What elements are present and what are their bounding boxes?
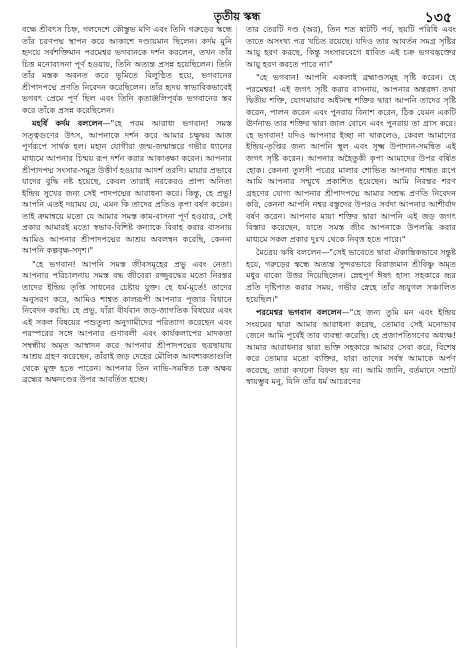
page-number: ১৩৫ [424,10,452,26]
right-column [246,24,456,652]
left-column [22,24,232,652]
speaker-label: পরমেশ্বর ভগবান বললেন [256,307,342,318]
paragraph: "হে ভগবান! আপনি সমস্ত জীবসমূহের প্রভু এবং নেতা। আপনার পরিচালনায় সমস্ত বদ্ধ জীবেরা রজ্জুবদ্ধের মতো নিরন্তর তাদের ইন্দ্রিয় তৃপ্তি সাধনের চেষ্টায় যুক্ত। হে ধর্ম-মূর্তে! তাদের অনুসরণ করে, আমিও শাশ্বত কালরূপী আপনার পূজার বিধানে নিবেদন করছি। হে প্রভু, যাঁরা বীর্যবান জড়-জাগতিক বিষয়ের এবং এই সকল বিষয়ের পশুতুল্য অনুগামীদের পরিত্যাগ করেছেন এবং পরস্পরের সঙ্গে আপনার গুণাবলী এবং কার্যকলাপের মাদকতা সম্বন্ধীয় অমৃত আস্বাদন করে আপনার শ্রীপাদপদ্মের ছত্রছায়ায় আশ্রয় গ্রহণ করেছেন, তাঁরাই জড় দেহের মৌলিক আবশ্যকতাগুলি থেকে মুক্ত হতে পারেন। আপনার তিন নাভি-সমন্বিত চক্র অক্ষয় ব্রহ্মের অক্ষদণ্ডের উপর আবর্তিত হচ্ছে। [22,258,232,385]
column-divider [236,26,237,648]
paragraph: তার তেরটি দণ্ড (অর), তিন শত ষাটটি পর্ব, ছয়টি পরিধি এবং তাতে অসংখ্য পত্র খচিত রয়েছে। যদিও তার আবর্তন সমগ্র সৃষ্টির আয়ু হরণ করছে, কিন্তু সংসারবেগে ধাবিত এই চক্র ভগবদ্ভক্তের আয়ু হরণ করতে পারে না।" [246,24,456,69]
paragraph-text: —"হে জন্য তুমি মন এবং ইন্দ্রিয় সংযমের দ্বারা আমার আরাধনা করেছ, তোমার সেই মনোভাব জেনে আমি পূর্বেই তার ব্যবস্থা করেছি। হে প্রজাপতিগণের অধ্যক্ষ! আমার আরাধনার দ্বারা ভক্তি সহকারে আমার সেবা করে, বিশেষ করে তোমার মতো ব্যক্তির, যারা তাদের সর্বস্ব আমাকে অর্পণ করেছে, তারা কখনো বিফল হয় না। আমি জানি, বর্তমানে সম্রাট স্বায়ম্ভুব মনু, যিনি তাঁর ধর্ম আচরণের [246,307,456,387]
paragraph [246,307,456,388]
paragraph-text: —"হে পরম আরাধ্য ভগবান! সমস্ত সত্ত্বগুণের উৎস, আপনাকে দর্শন করে আমার চক্ষুদ্বয় আজ পূর্ণরূপে সার্থক হল। মহান যোগীরা জন্ম-জন্মান্তরে গভীর ধ্যানের মাধ্যমে আপনার চিন্ময় রূপ দর্শন করার আকাঙ্ক্ষা করেন। আপনার শ্রীপাদপদ্ম সংসার-সমুদ্র উত্তীর্ণ হওয়ার আদর্শ তরণি। মায়ার প্রভাবে যাদের বুদ্ধি নষ্ট হয়েছে, কেবল তারাই নরকেরও প্রাপ্য অনিত্য ইন্দ্রিয় সুখের জন্য সেই পাদপদ্মের আরাধনা করে। কিন্তু, হে প্রভু! আপনি এতই দয়াময় যে, এমন কি তাদের প্রতিও কৃপা বর্ষণ করেন। তাই ক্রমান্বয়ে মতো যে আমার সমস্ত কাম-বাসনা পূর্ণ হওয়ার, সেই প্রকার আমারই মতো স্বভাব-বিশিষ্ট কন্যাকে বিবাহ করার বাসনায় আমিও আপনার শ্রীপাদপদ্মের আশ্রয় অবলম্বন করেছি, কেননা আপনি কল্পবৃক্ষ-সদৃশ।" [22,118,232,256]
running-title: তৃতীয় স্কন্ধ [213,10,261,23]
paragraph [22,118,232,257]
speaker-label: মহর্ষি কর্দম বললেন [32,118,103,129]
paragraph: "হে ভগবান! আপনি একলাই ব্রহ্মাণ্ডসমূহ সৃষ্টি করেন। হে পরমেশ্বর! এই জগৎ সৃষ্টি করার বাসনায়, আপনার অন্তরঙ্গা তথা দ্বিতীয় শক্তি, যোগমায়ার অধীনস্থ শক্তির দ্বারা আপনি তাদের সৃষ্টি করেন, পালন করেন এবং পুনরায় বিনাশ করেন, ঠিক যেমন একটি ঊর্ণনাভ তার শক্তির দ্বারা জাল বোনে এবং পুনরায় তা গ্রাস করে। হে ভগবান! যদিও আপনার ইচ্ছা না থাকলেও, কেবল আমাদের ইন্দ্রিয়-তৃপ্তির জন্য আপনি স্থূল এবং সূক্ষ্ম উপাদান-সমন্বিত এই জগৎ সৃষ্টি করেন। আপনার অহৈতুকী কৃপা আমাদের উপর বর্ষিত হোক। কেননা তুলসী পত্রের মালার শোভিত আপনার শাশ্বত রূপে আমি আপনার সম্মুখে প্রকাশিত হয়েছেন। আমি নিরন্তর শরণ গ্রহণের যোগ্য আপনার শ্রীপাদপদ্মে আমার সশ্রদ্ধ প্রণতি নিবেদন করি, কেননা আপনি নশ্বর বস্তুদের উপরও সর্বদা আপনার আশীর্বাদ বর্ষণ করেন। আপনার মায়া শক্তির দ্বারা আপনি এই জড় জগৎ বিস্তার করেছেন, যাতে সমস্ত জীব আপনাকে উপলব্ধি করার মাধ্যমে সকল প্রকার দুঃখ থেকে নিবৃত্ত হতে পারে।" [246,72,456,244]
paragraph: মৈত্রেয় ঋষি বললেন—"সেই ভাবেতে দ্বারা ঐকান্তিকভাবে সন্তুষ্ট হয়ে, গরুড়ের স্কন্ধে অত্যন্ত সুন্দরভাবে বিরাজমান শ্রীবিষ্ণু অমৃত মধুর বাক্যে উত্তর দিয়েছিলেন। স্নেহপূর্ণ ঈষৎ হাস্য সহকারে ভ্রূর প্রতি দৃষ্টিপাত করার সময়, গভীর স্নেহে তাঁর ভ্রূযুগল সঞ্চালিত হয়েছিল।" [246,247,456,304]
paragraph: বক্ষে শ্রীবৎস চিহ্ন, গলদেশে কৌস্তুভ মণি এবং তিনি গরুড়ের স্কন্ধে তাঁর চরণপদ্ম স্থাপন করে আকাশে দণ্ডায়মান ছিলেন। কর্দম মুনি হৃদয়ে সর্বশক্তিমান পরমেশ্বর ভগবানকে দর্শন করলেন, তখন তাঁর চিত্ত মনোবাসনা পূর্ণ হওয়ায়, তিনি অত্যন্ত প্রসন্ন হয়েছিলেন। তিনি তাঁর মস্তক অবনত করে ভূমিতে বিলুণ্ঠিত হয়ে, ভগবানের শ্রীপাদপদ্মে প্রণতি নিবেদন করেছিলেন। তাঁর হৃদয় স্বাভাবিকভাবেই ভগবৎ প্রেমে পূর্ণ ছিল এবং তিনি কৃতাঞ্জলিপূর্বক ভগবানের স্তব করে তাঁকে প্রসন্ন করেছিলেন। [22,24,232,115]
